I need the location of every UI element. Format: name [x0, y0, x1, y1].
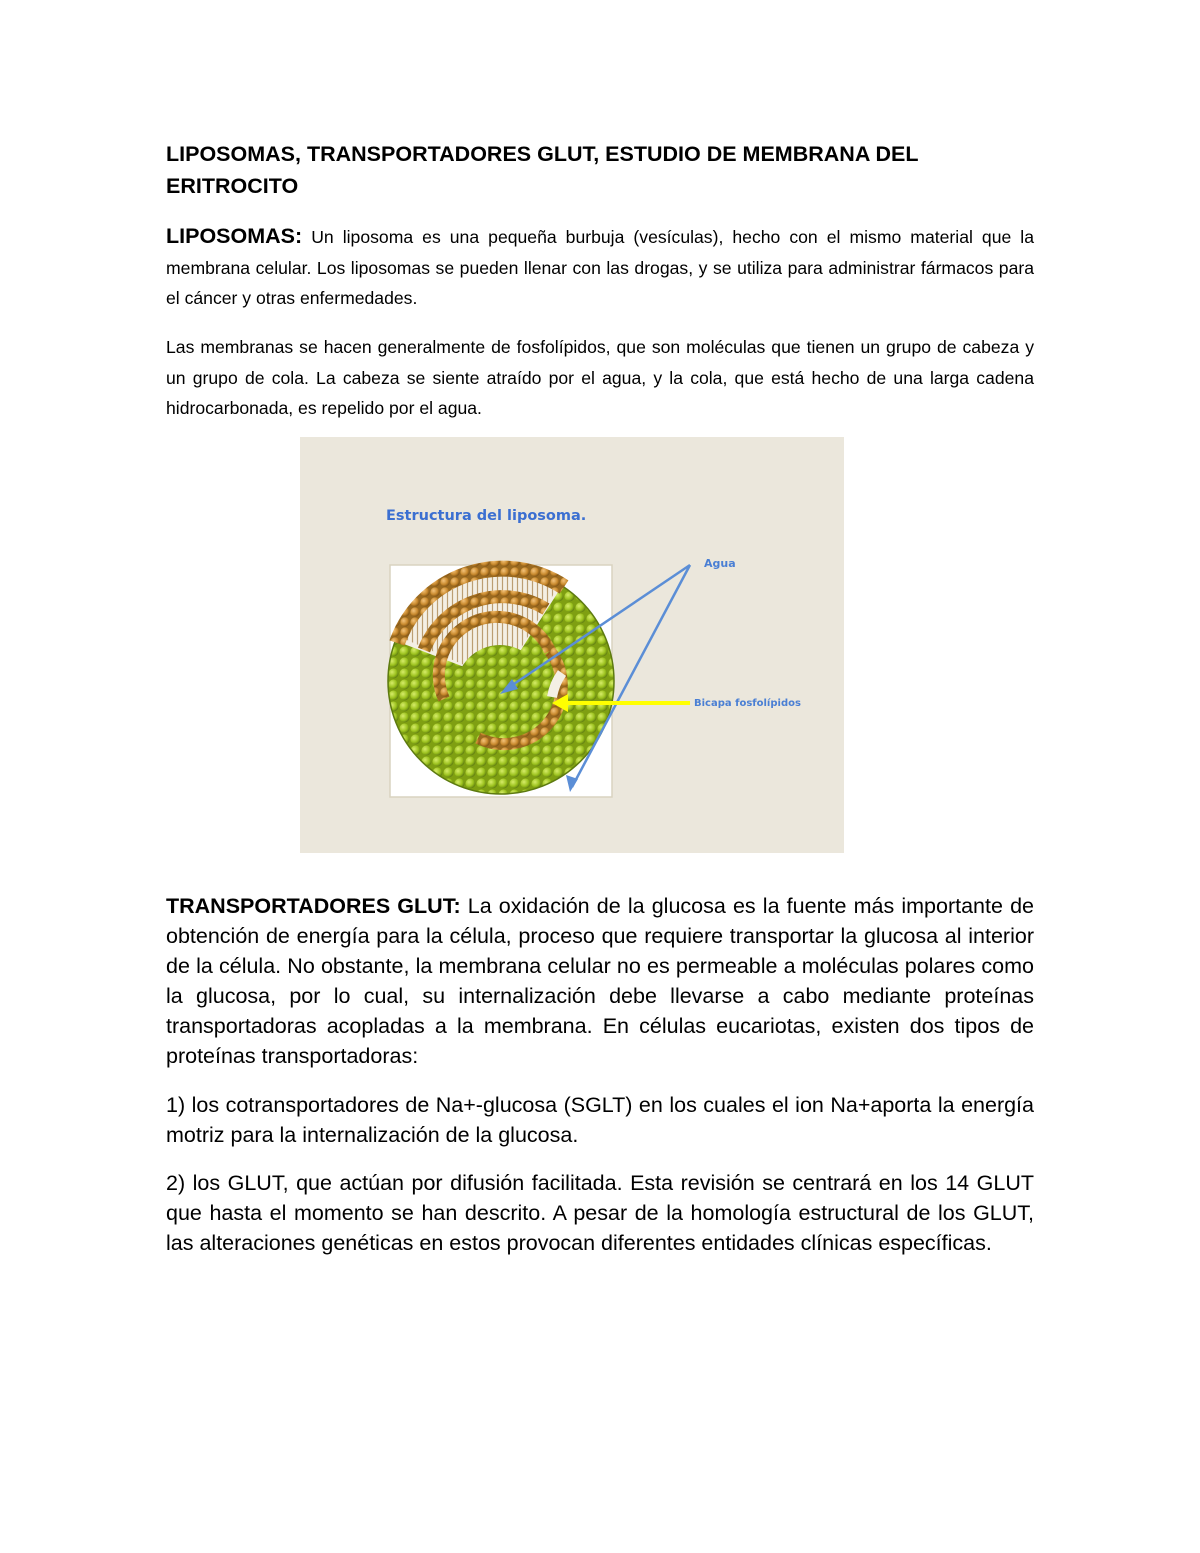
document-title: LIPOSOMAS, TRANSPORTADORES GLUT, ESTUDIO DE MEMBRANA DEL ERITROCITO	[166, 142, 919, 198]
bilayer-label: Bicapa fosfolípidos	[694, 698, 801, 709]
list-item-1: 1) los cotransportadores de Na+-glucosa (SGLT) en los cuales el ion Na+aporta la energía motriz para la internalización de la glucosa.	[166, 1093, 1034, 1147]
list-item-2: 2) los GLUT, que actúan por difusión facilitada. Esta revisión se centrará en los 14 GLUT que hasta el momento se han descrito. A pesar de la homología estructural de los GLUT, las alteraciones genéticas en estos provocan diferentes entidades clínicas específicas.	[166, 1171, 1034, 1255]
glut-text: La oxidación de la glucosa es la fuente más importante de obtención de energía para la célula, proceso que requiere transportar la glucosa al interior de la célula. No obstante, la membrana celular no es permeable a moléculas polares como la glucosa, por lo cual, su internalización debe llevarse a cabo mediante proteínas transportadoras acopladas a la membrana. En células eucariotas, existen dos tipos de proteínas transportadoras:	[166, 894, 1034, 1068]
liposome-diagram	[300, 437, 844, 853]
glut-paragraph	[166, 891, 1034, 1071]
liposomas-text: Un liposoma es una pequeña burbuja (vesículas), hecho con el mismo material que la membrana celular. Los liposomas se pueden llenar con las drogas, y se utiliza para administrar fármacos para el cáncer y otras enfermedades.	[166, 227, 1034, 308]
membranas-paragraph: Las membranas se hacen generalmente de fosfolípidos, que son moléculas que tienen un grupo de cabeza y un grupo de cola. La cabeza se siente atraído por el agua, y la cola, que está hecho de una larga cadena hidrocarbonada, es repelido por el agua.	[166, 337, 1034, 418]
glut-heading: TRANSPORTADORES GLUT:	[166, 894, 461, 918]
liposomas-heading: LIPOSOMAS:	[166, 224, 303, 248]
water-label: Agua	[704, 557, 736, 570]
liposome-figure	[300, 437, 844, 853]
liposomas-paragraph	[166, 221, 1034, 314]
figure-title: Estructura del liposoma.	[386, 508, 587, 524]
liposome-illustration	[388, 568, 614, 794]
